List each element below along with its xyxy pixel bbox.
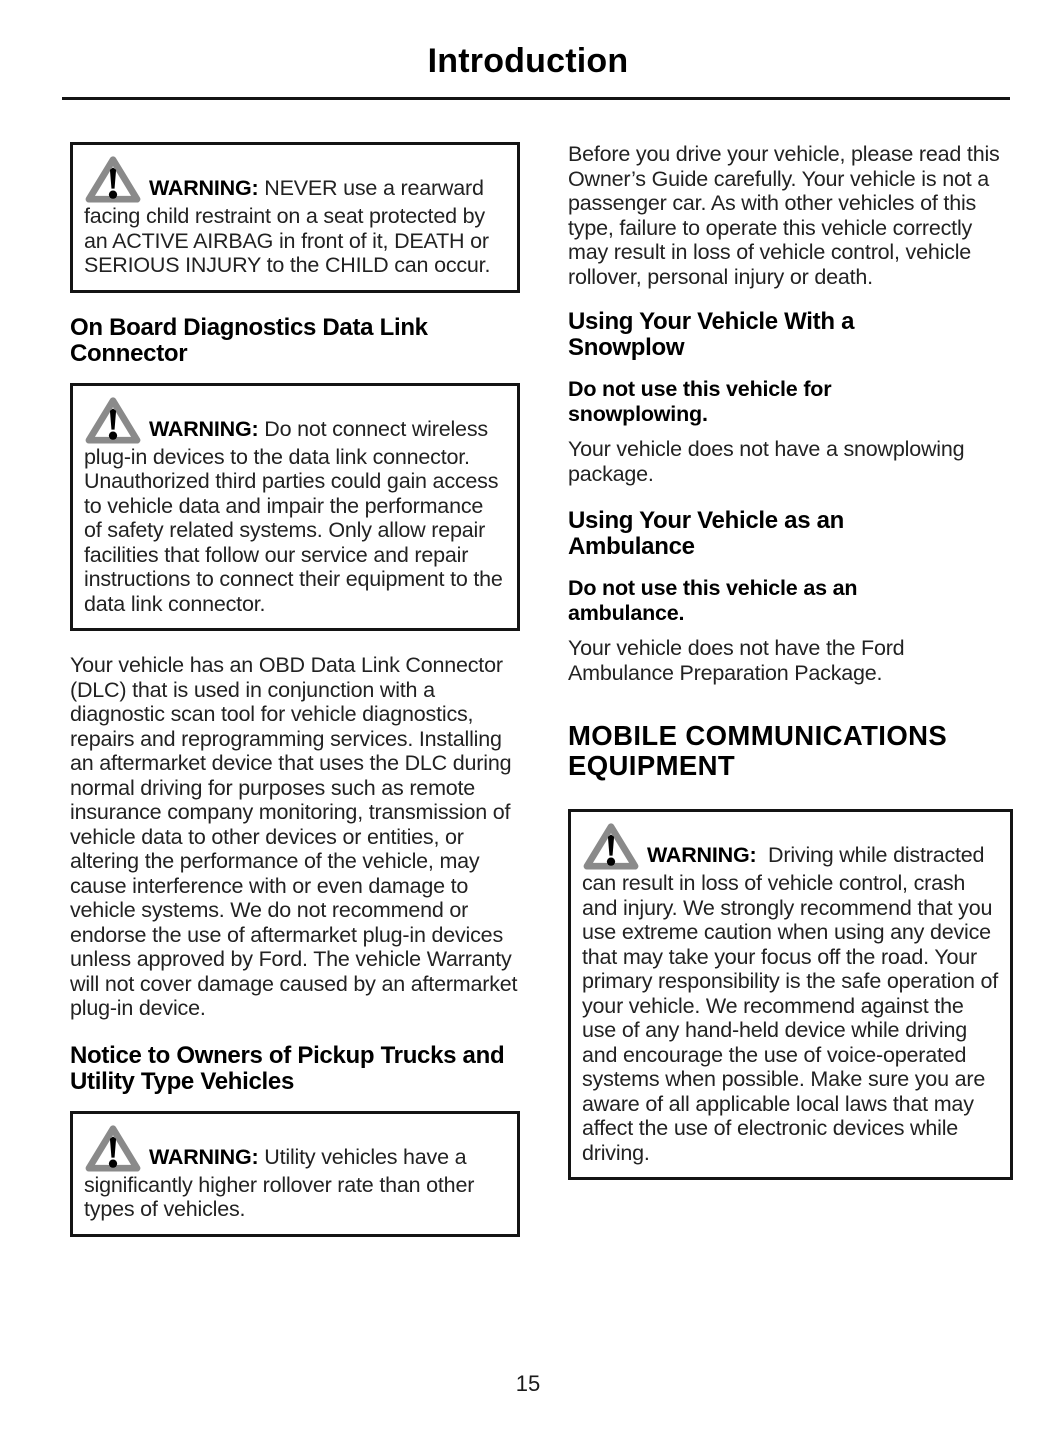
heading-pickup-notice: Notice to Owners of Pickup Trucks and Utility Type Vehicles xyxy=(70,1041,505,1095)
warning-text-airbag xyxy=(84,154,506,278)
warning-triangle-icon xyxy=(582,821,640,871)
page-number: 15 xyxy=(515,1371,541,1396)
warning-text-distracted xyxy=(582,821,999,1165)
heading-obd-connector: On Board Diagnostics Data Link Connector xyxy=(70,313,428,367)
two-column-layout xyxy=(0,100,1056,1259)
paragraph-intro: Before you drive your vehicle, please read this Owner’s Guide carefully. Your vehicle is not a passenger car. As with other vehicles of this type, failure to operate this vehicle correctly may result in loss of vehicle control, vehicle rollover, personal injury or death. xyxy=(568,142,1000,289)
paragraph-ambulance: Your vehicle does not have the Ford Ambulance Preparation Package. xyxy=(568,636,905,685)
warning-body: Utility vehicles have a significantly higher rollover rate than other types of vehicles. xyxy=(84,1144,475,1221)
warning-label: WARNING: xyxy=(149,176,259,200)
warning-box-rollover xyxy=(70,1111,520,1237)
warning-triangle-icon xyxy=(84,154,142,204)
heading-snowplow: Using Your Vehicle With a Snowplow xyxy=(568,308,855,361)
warning-label: WARNING: xyxy=(647,843,757,867)
heading-mobile-communications: MOBILE COMMUNICATIONS EQUIPMENT xyxy=(568,720,948,781)
note-ambulance: Do not use this vehicle as an ambulance. xyxy=(568,576,858,625)
paragraph-obd: Your vehicle has an OBD Data Link Connector (DLC) that is used in conjunction with a diagnostic scan tool for vehicle diagnostics, repairs and reprogramming services. Installing an aftermarket device that uses the DLC during normal driving for purposes such as remote insurance company monitoring, transmission of vehicle data to other devices or entities, or altering the performance of the vehicle, may cause interference with or even damage to vehicle systems. We do not recommend or endorse the use of aftermarket plug-in devices unless approved by Ford. The vehicle Warranty will not cover damage caused by an aftermarket plug-in device. xyxy=(70,653,518,1020)
warning-text-rollover xyxy=(84,1123,506,1222)
left-column xyxy=(70,142,520,1259)
warning-text-obd xyxy=(84,395,506,617)
warning-triangle-icon xyxy=(84,395,142,445)
warning-box-distracted xyxy=(568,809,1013,1180)
warning-label: WARNING: xyxy=(149,1144,259,1169)
warning-triangle-icon xyxy=(84,1123,142,1173)
warning-box-airbag xyxy=(70,142,520,293)
right-column xyxy=(568,142,1013,1259)
note-snowplow: Do not use this vehicle for snowplowing. xyxy=(568,377,832,426)
warning-body: Do not connect wireless plug-in devices to the data link connector. Unauthorized third parties could gain access to vehicle data and impair the performance of safety related systems. Only allow repair facilities that follow our service and repair instructions to connect their equipment to the data link connector. xyxy=(84,416,503,616)
paragraph-snowplow: Your vehicle does not have a snowplowing package. xyxy=(568,437,965,486)
page-title: Introduction xyxy=(427,42,629,80)
heading-ambulance: Using Your Vehicle as an Ambulance xyxy=(568,507,845,560)
warning-label: WARNING: xyxy=(149,416,259,441)
warning-box-obd xyxy=(70,383,520,632)
warning-body: Driving while distracted can result in loss of vehicle control, crash and injury. We strongly recommend that you use extreme caution when using any device that may take your focus off the road. Your primary responsibility is the safe operation of your vehicle. We recommend against the use of any hand-held device while driving and encourage the use of voice-operated systems when possible. Make sure you are aware of all applicable local laws that may affect the use of electronic devices while driving. xyxy=(582,843,999,1165)
warning-body: NEVER use a rearward facing child restraint on a seat protected by an ACTIVE AIRBAG in front of it, DEATH or SERIOUS INJURY to the CHILD can occur. xyxy=(84,176,491,277)
